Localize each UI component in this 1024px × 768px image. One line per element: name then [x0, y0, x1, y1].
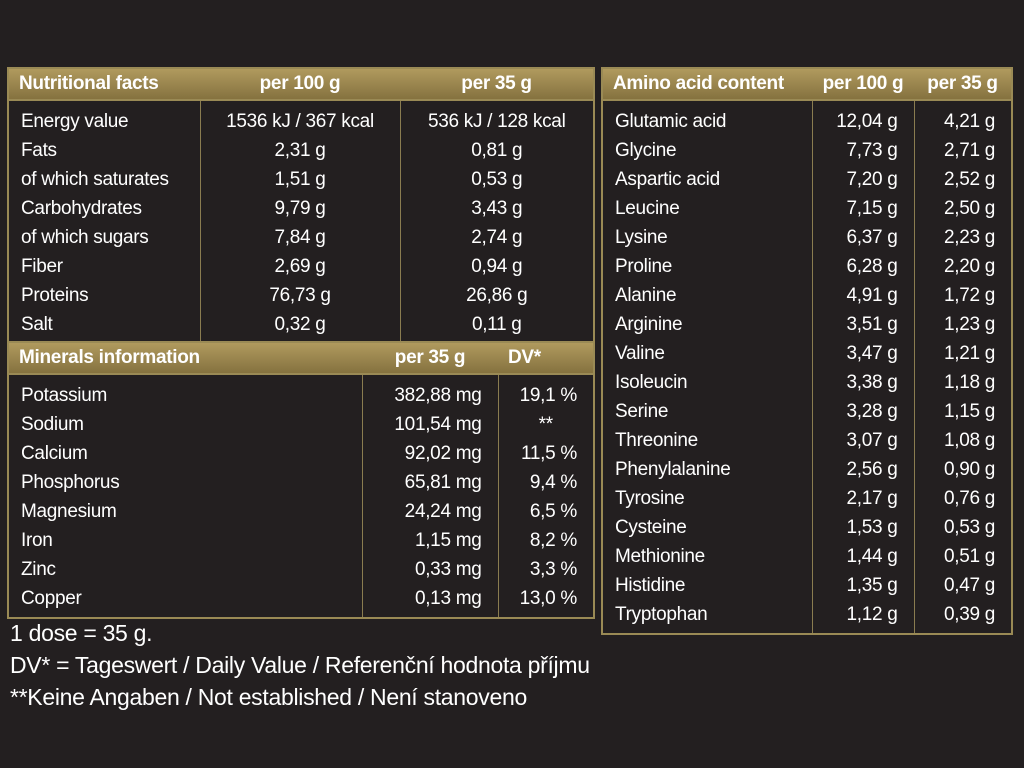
amino-per100: 1,35 g: [812, 571, 914, 600]
table-row: [8, 584, 594, 618]
table-row: [602, 165, 1012, 194]
nutrition-header-row: [8, 68, 594, 100]
amino-per35: 0,51 g: [914, 542, 1012, 571]
table-row: [602, 252, 1012, 281]
minerals-header-dv: DV*: [498, 342, 594, 374]
table-row: [8, 165, 594, 194]
nutrient-per35: 0,53 g: [400, 165, 594, 194]
nutrient-name: Energy value: [21, 110, 129, 132]
amino-name: Isoleucin: [615, 371, 688, 393]
nutrient-per100: 9,79 g: [200, 194, 400, 223]
amino-per35: 0,47 g: [914, 571, 1012, 600]
nutrition-header-per35: per 35 g: [400, 68, 594, 100]
nutrient-per35: 0,11 g: [400, 310, 594, 344]
amino-per100: 7,20 g: [812, 165, 914, 194]
amino-name: Cysteine: [615, 516, 687, 538]
amino-per35: 1,21 g: [914, 339, 1012, 368]
mineral-name: Copper: [21, 587, 82, 609]
mineral-name: Zinc: [21, 558, 56, 580]
amino-per35: 2,52 g: [914, 165, 1012, 194]
table-row: [602, 426, 1012, 455]
amino-name: Phenylalanine: [615, 458, 731, 480]
amino-per35: 0,90 g: [914, 455, 1012, 484]
nutrient-per35: 536 kJ / 128 kcal: [400, 100, 594, 136]
amino-name: Arginine: [615, 313, 683, 335]
amino-per35: 2,71 g: [914, 136, 1012, 165]
mineral-per35: 24,24 mg: [362, 497, 498, 526]
nutrient-name: Fiber: [21, 255, 63, 277]
amino-per100: 7,15 g: [812, 194, 914, 223]
amino-per100: 3,28 g: [812, 397, 914, 426]
table-row: [602, 368, 1012, 397]
amino-per100: 3,38 g: [812, 368, 914, 397]
nutrient-per100: 1536 kJ / 367 kcal: [200, 100, 400, 136]
amino-per35: 1,18 g: [914, 368, 1012, 397]
amino-per35: 0,39 g: [914, 600, 1012, 634]
table-row: [8, 281, 594, 310]
amino-per35: 0,76 g: [914, 484, 1012, 513]
table-row: [8, 526, 594, 555]
nutrient-per35: 0,94 g: [400, 252, 594, 281]
amino-header-label: Amino acid content: [602, 68, 812, 100]
table-row: [8, 100, 594, 136]
amino-per100: 12,04 g: [812, 100, 914, 136]
table-row: [8, 136, 594, 165]
nutrient-name: Fats: [21, 139, 57, 161]
nutrient-name: Proteins: [21, 284, 89, 306]
nutrient-per35: 0,81 g: [400, 136, 594, 165]
amino-name: Aspartic acid: [615, 168, 720, 190]
table-row: [8, 194, 594, 223]
minerals-header-label: Minerals information: [8, 342, 362, 374]
amino-name: Threonine: [615, 429, 698, 451]
amino-name: Proline: [615, 255, 673, 277]
table-row: [8, 555, 594, 584]
amino-per35: 2,50 g: [914, 194, 1012, 223]
mineral-name: Sodium: [21, 413, 84, 435]
table-row: [8, 410, 594, 439]
table-row: [8, 497, 594, 526]
amino-header-row: [602, 68, 1012, 100]
mineral-dv: 6,5 %: [498, 497, 594, 526]
amino-header-per100: per 100 g: [812, 68, 914, 100]
mineral-per35: 1,15 mg: [362, 526, 498, 555]
mineral-per35: 0,13 mg: [362, 584, 498, 618]
amino-acid-rows: [602, 100, 1012, 634]
nutrient-per100: 7,84 g: [200, 223, 400, 252]
nutrition-header-label: Nutritional facts: [8, 68, 200, 100]
amino-per100: 6,28 g: [812, 252, 914, 281]
amino-name: Lysine: [615, 226, 668, 248]
minerals-table: [7, 341, 595, 619]
amino-per100: 1,44 g: [812, 542, 914, 571]
nutrient-per35: 3,43 g: [400, 194, 594, 223]
table-row: [8, 374, 594, 410]
table-row: [8, 252, 594, 281]
table-row: [602, 513, 1012, 542]
mineral-dv: 11,5 %: [498, 439, 594, 468]
dose-note: 1 dose = 35 g.: [10, 620, 153, 646]
mineral-per35: 92,02 mg: [362, 439, 498, 468]
table-row: [602, 136, 1012, 165]
table-row: [602, 542, 1012, 571]
mineral-dv: 8,2 %: [498, 526, 594, 555]
table-row: [602, 455, 1012, 484]
amino-per35: 2,20 g: [914, 252, 1012, 281]
mineral-name: Calcium: [21, 442, 88, 464]
amino-name: Alanine: [615, 284, 677, 306]
nutrient-per100: 2,69 g: [200, 252, 400, 281]
mineral-dv: 13,0 %: [498, 584, 594, 618]
amino-name: Serine: [615, 400, 669, 422]
table-row: [602, 484, 1012, 513]
table-row: [8, 439, 594, 468]
amino-header-per35: per 35 g: [914, 68, 1012, 100]
mineral-dv: **: [498, 410, 594, 439]
amino-name: Methionine: [615, 545, 705, 567]
table-row: [602, 397, 1012, 426]
amino-acid-table: [601, 67, 1013, 635]
mineral-per35: 0,33 mg: [362, 555, 498, 584]
table-row: [602, 339, 1012, 368]
amino-per100: 3,47 g: [812, 339, 914, 368]
nutrient-per35: 2,74 g: [400, 223, 594, 252]
amino-per100: 2,17 g: [812, 484, 914, 513]
nutrient-name: of which sugars: [21, 226, 149, 248]
mineral-dv: 9,4 %: [498, 468, 594, 497]
footnotes: [10, 617, 590, 713]
table-row: [602, 571, 1012, 600]
amino-per100: 6,37 g: [812, 223, 914, 252]
table-row: [602, 223, 1012, 252]
amino-per35: 1,15 g: [914, 397, 1012, 426]
amino-name: Histidine: [615, 574, 686, 596]
nutrient-per100: 1,51 g: [200, 165, 400, 194]
amino-per100: 3,51 g: [812, 310, 914, 339]
amino-per100: 7,73 g: [812, 136, 914, 165]
amino-name: Leucine: [615, 197, 680, 219]
nutrient-name: Carbohydrates: [21, 197, 142, 219]
mineral-name: Potassium: [21, 384, 108, 406]
amino-name: Tyrosine: [615, 487, 685, 509]
table-row: [602, 100, 1012, 136]
amino-name: Glutamic acid: [615, 110, 727, 132]
amino-per35: 2,23 g: [914, 223, 1012, 252]
nutrient-name: of which saturates: [21, 168, 169, 190]
table-row: [602, 600, 1012, 634]
mineral-dv: 3,3 %: [498, 555, 594, 584]
nutrient-per100: 0,32 g: [200, 310, 400, 344]
amino-name: Glycine: [615, 139, 677, 161]
not-established-note: **Keine Angaben / Not established / Není stanoveno: [10, 684, 527, 710]
mineral-dv: 19,1 %: [498, 374, 594, 410]
nutrient-name: Salt: [21, 313, 53, 335]
mineral-name: Magnesium: [21, 500, 117, 522]
nutrient-per100: 2,31 g: [200, 136, 400, 165]
amino-per100: 4,91 g: [812, 281, 914, 310]
dv-note: DV* = Tageswert / Daily Value / Referenční hodnota příjmu: [10, 652, 590, 678]
table-row: [602, 194, 1012, 223]
table-row: [8, 468, 594, 497]
table-row: [8, 310, 594, 344]
minerals-header-row: [8, 342, 594, 374]
table-row: [602, 310, 1012, 339]
mineral-per35: 101,54 mg: [362, 410, 498, 439]
mineral-name: Phosphorus: [21, 471, 120, 493]
nutrient-per35: 26,86 g: [400, 281, 594, 310]
nutrient-per100: 76,73 g: [200, 281, 400, 310]
amino-name: Tryptophan: [615, 603, 708, 625]
amino-per100: 1,53 g: [812, 513, 914, 542]
table-row: [602, 281, 1012, 310]
amino-per35: 4,21 g: [914, 100, 1012, 136]
amino-per100: 3,07 g: [812, 426, 914, 455]
amino-per35: 1,72 g: [914, 281, 1012, 310]
amino-per100: 2,56 g: [812, 455, 914, 484]
amino-per35: 0,53 g: [914, 513, 1012, 542]
amino-name: Valine: [615, 342, 665, 364]
amino-per35: 1,23 g: [914, 310, 1012, 339]
mineral-per35: 382,88 mg: [362, 374, 498, 410]
nutrition-facts-table: [7, 67, 595, 345]
amino-per100: 1,12 g: [812, 600, 914, 634]
nutrition-header-per100: per 100 g: [200, 68, 400, 100]
mineral-per35: 65,81 mg: [362, 468, 498, 497]
mineral-name: Iron: [21, 529, 53, 551]
table-row: [8, 223, 594, 252]
minerals-header-per35: per 35 g: [362, 342, 498, 374]
amino-per35: 1,08 g: [914, 426, 1012, 455]
